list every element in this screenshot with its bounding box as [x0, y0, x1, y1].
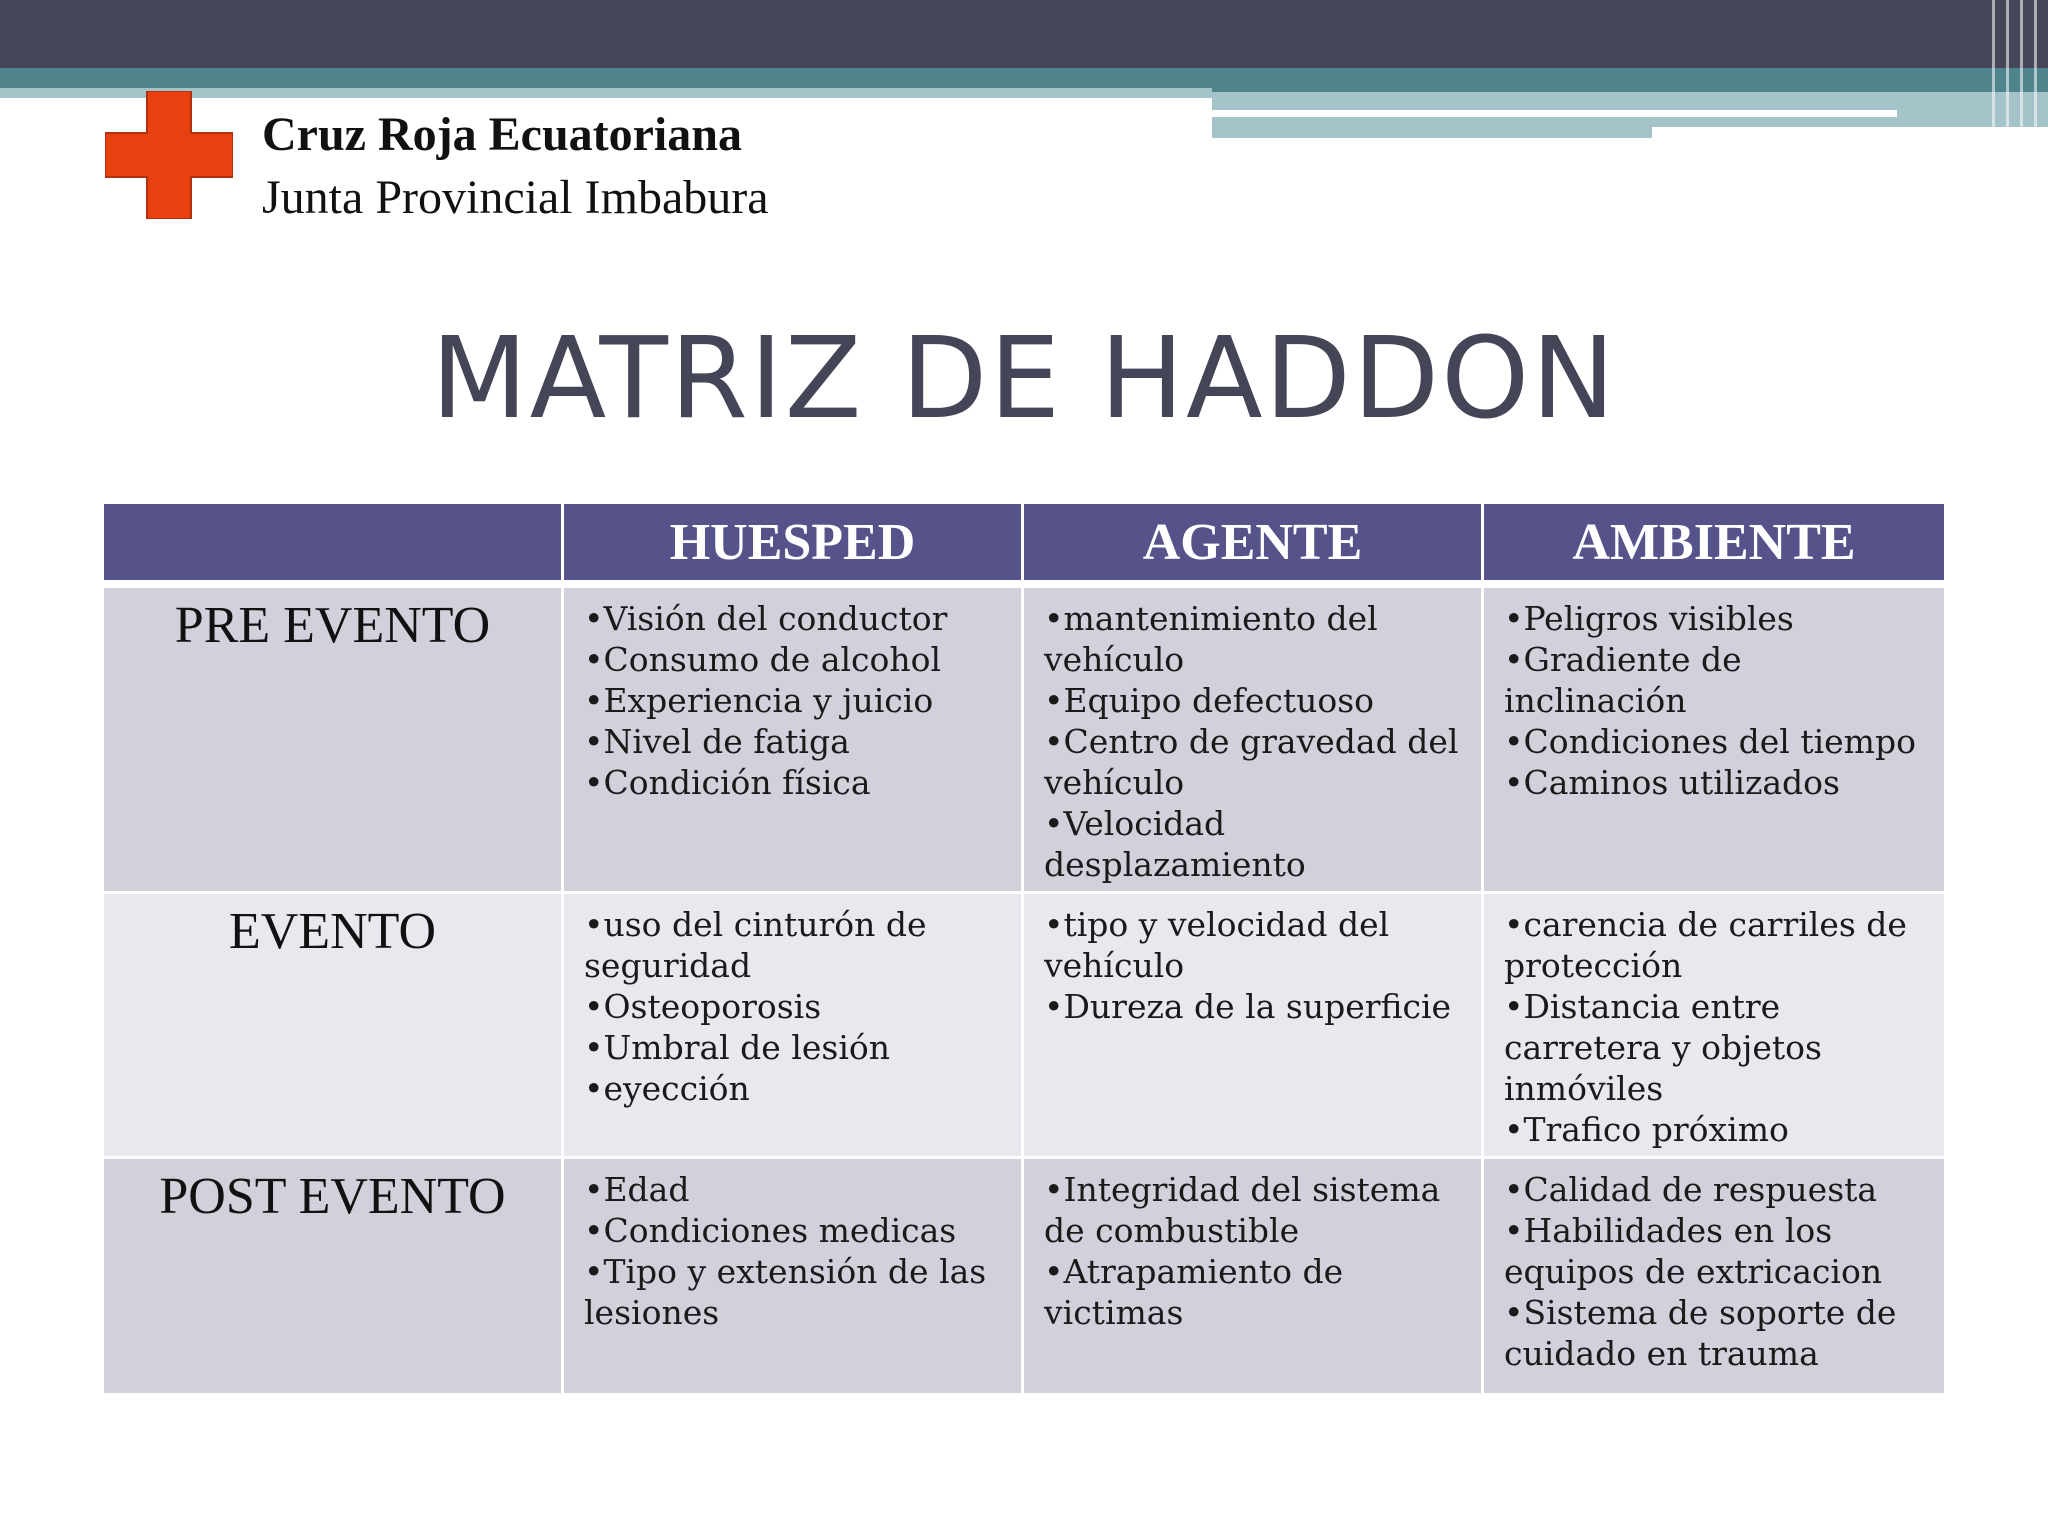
list-item: •Visión del conductor — [584, 599, 948, 638]
column-header-ambiente: AMBIENTE — [1484, 504, 1944, 588]
cell-pre-evento-ambiente — [1484, 588, 1944, 894]
list-item: •Velocidad desplazamiento — [1044, 804, 1306, 884]
cell-post-evento-ambiente — [1484, 1159, 1944, 1396]
list-item: •Gradiente de inclinación — [1504, 640, 1742, 720]
row-label-pre-evento: PRE EVENTO — [104, 588, 564, 894]
table-row-pre-evento — [104, 588, 1944, 894]
list-item: •Condición física — [584, 763, 871, 802]
list-item: •Tipo y extensión de las lesiones — [584, 1252, 987, 1332]
list-item: •Dureza de la superficie — [1044, 987, 1452, 1026]
list-item: •Atrapamiento de victimas — [1044, 1252, 1344, 1332]
top-right-divider — [1212, 110, 1897, 117]
page-title: MATRIZ DE HADDON — [430, 314, 1617, 444]
cell-post-evento-huesped — [564, 1159, 1024, 1396]
list-item: •Centro de gravedad del vehículo — [1044, 722, 1459, 802]
list-item: •Condiciones medicas — [584, 1211, 957, 1250]
list-item: •Calidad de respuesta — [1504, 1170, 1878, 1209]
list-item: •Distancia entre carretera y objetos inmóviles — [1504, 987, 1822, 1108]
table-row-evento — [104, 894, 1944, 1159]
list-item: •Consumo de alcohol — [584, 640, 942, 679]
list-item: •Osteoporosis — [584, 987, 822, 1026]
table-row-post-evento — [104, 1159, 1944, 1396]
cell-evento-huesped — [564, 894, 1024, 1159]
list-item: •mantenimiento del vehículo — [1044, 599, 1378, 679]
list-item: •tipo y velocidad del vehículo — [1044, 905, 1390, 985]
list-item: •Trafico próximo — [1504, 1110, 1789, 1149]
red-cross-icon — [105, 91, 233, 219]
list-item: •Umbral de lesión — [584, 1028, 891, 1067]
haddon-matrix-table — [104, 504, 1944, 1396]
cell-pre-evento-agente — [1024, 588, 1484, 894]
list-item: •Caminos utilizados — [1504, 763, 1840, 802]
column-header-huesped: HUESPED — [564, 504, 1024, 588]
cell-evento-agente — [1024, 894, 1484, 1159]
organization-name: Cruz Roja Ecuatoriana — [262, 108, 742, 161]
header-corner-cell — [104, 504, 564, 588]
list-item: •Equipo defectuoso — [1044, 681, 1375, 720]
list-item: •Integridad del sistema de combustible — [1044, 1170, 1441, 1250]
column-header-agente: AGENTE — [1024, 504, 1484, 588]
top-banner — [0, 0, 2048, 68]
list-item: •Condiciones del tiempo — [1504, 722, 1916, 761]
row-label-post-evento: POST EVENTO — [104, 1159, 564, 1396]
cell-evento-ambiente — [1484, 894, 1944, 1159]
list-item: •uso del cinturón de seguridad — [584, 905, 927, 985]
list-item: •Habilidades en los equipos de extricacion — [1504, 1211, 1883, 1291]
cell-post-evento-agente — [1024, 1159, 1484, 1396]
cell-pre-evento-huesped — [564, 588, 1024, 894]
right-edge-stripes — [1986, 0, 2048, 140]
list-item: •Peligros visibles — [1504, 599, 1794, 638]
list-item: •Nivel de fatiga — [584, 722, 850, 761]
row-label-evento: EVENTO — [104, 894, 564, 1159]
list-item: •Edad — [584, 1170, 690, 1209]
table-header-row — [104, 504, 1944, 588]
list-item: •carencia de carriles de protección — [1504, 905, 1907, 985]
organization-subtitle: Junta Provincial Imbabura — [262, 171, 769, 224]
list-item: •Sistema de soporte de cuidado en trauma — [1504, 1293, 1897, 1373]
list-item: •eyección — [584, 1069, 750, 1108]
list-item: •Experiencia y juicio — [584, 681, 934, 720]
